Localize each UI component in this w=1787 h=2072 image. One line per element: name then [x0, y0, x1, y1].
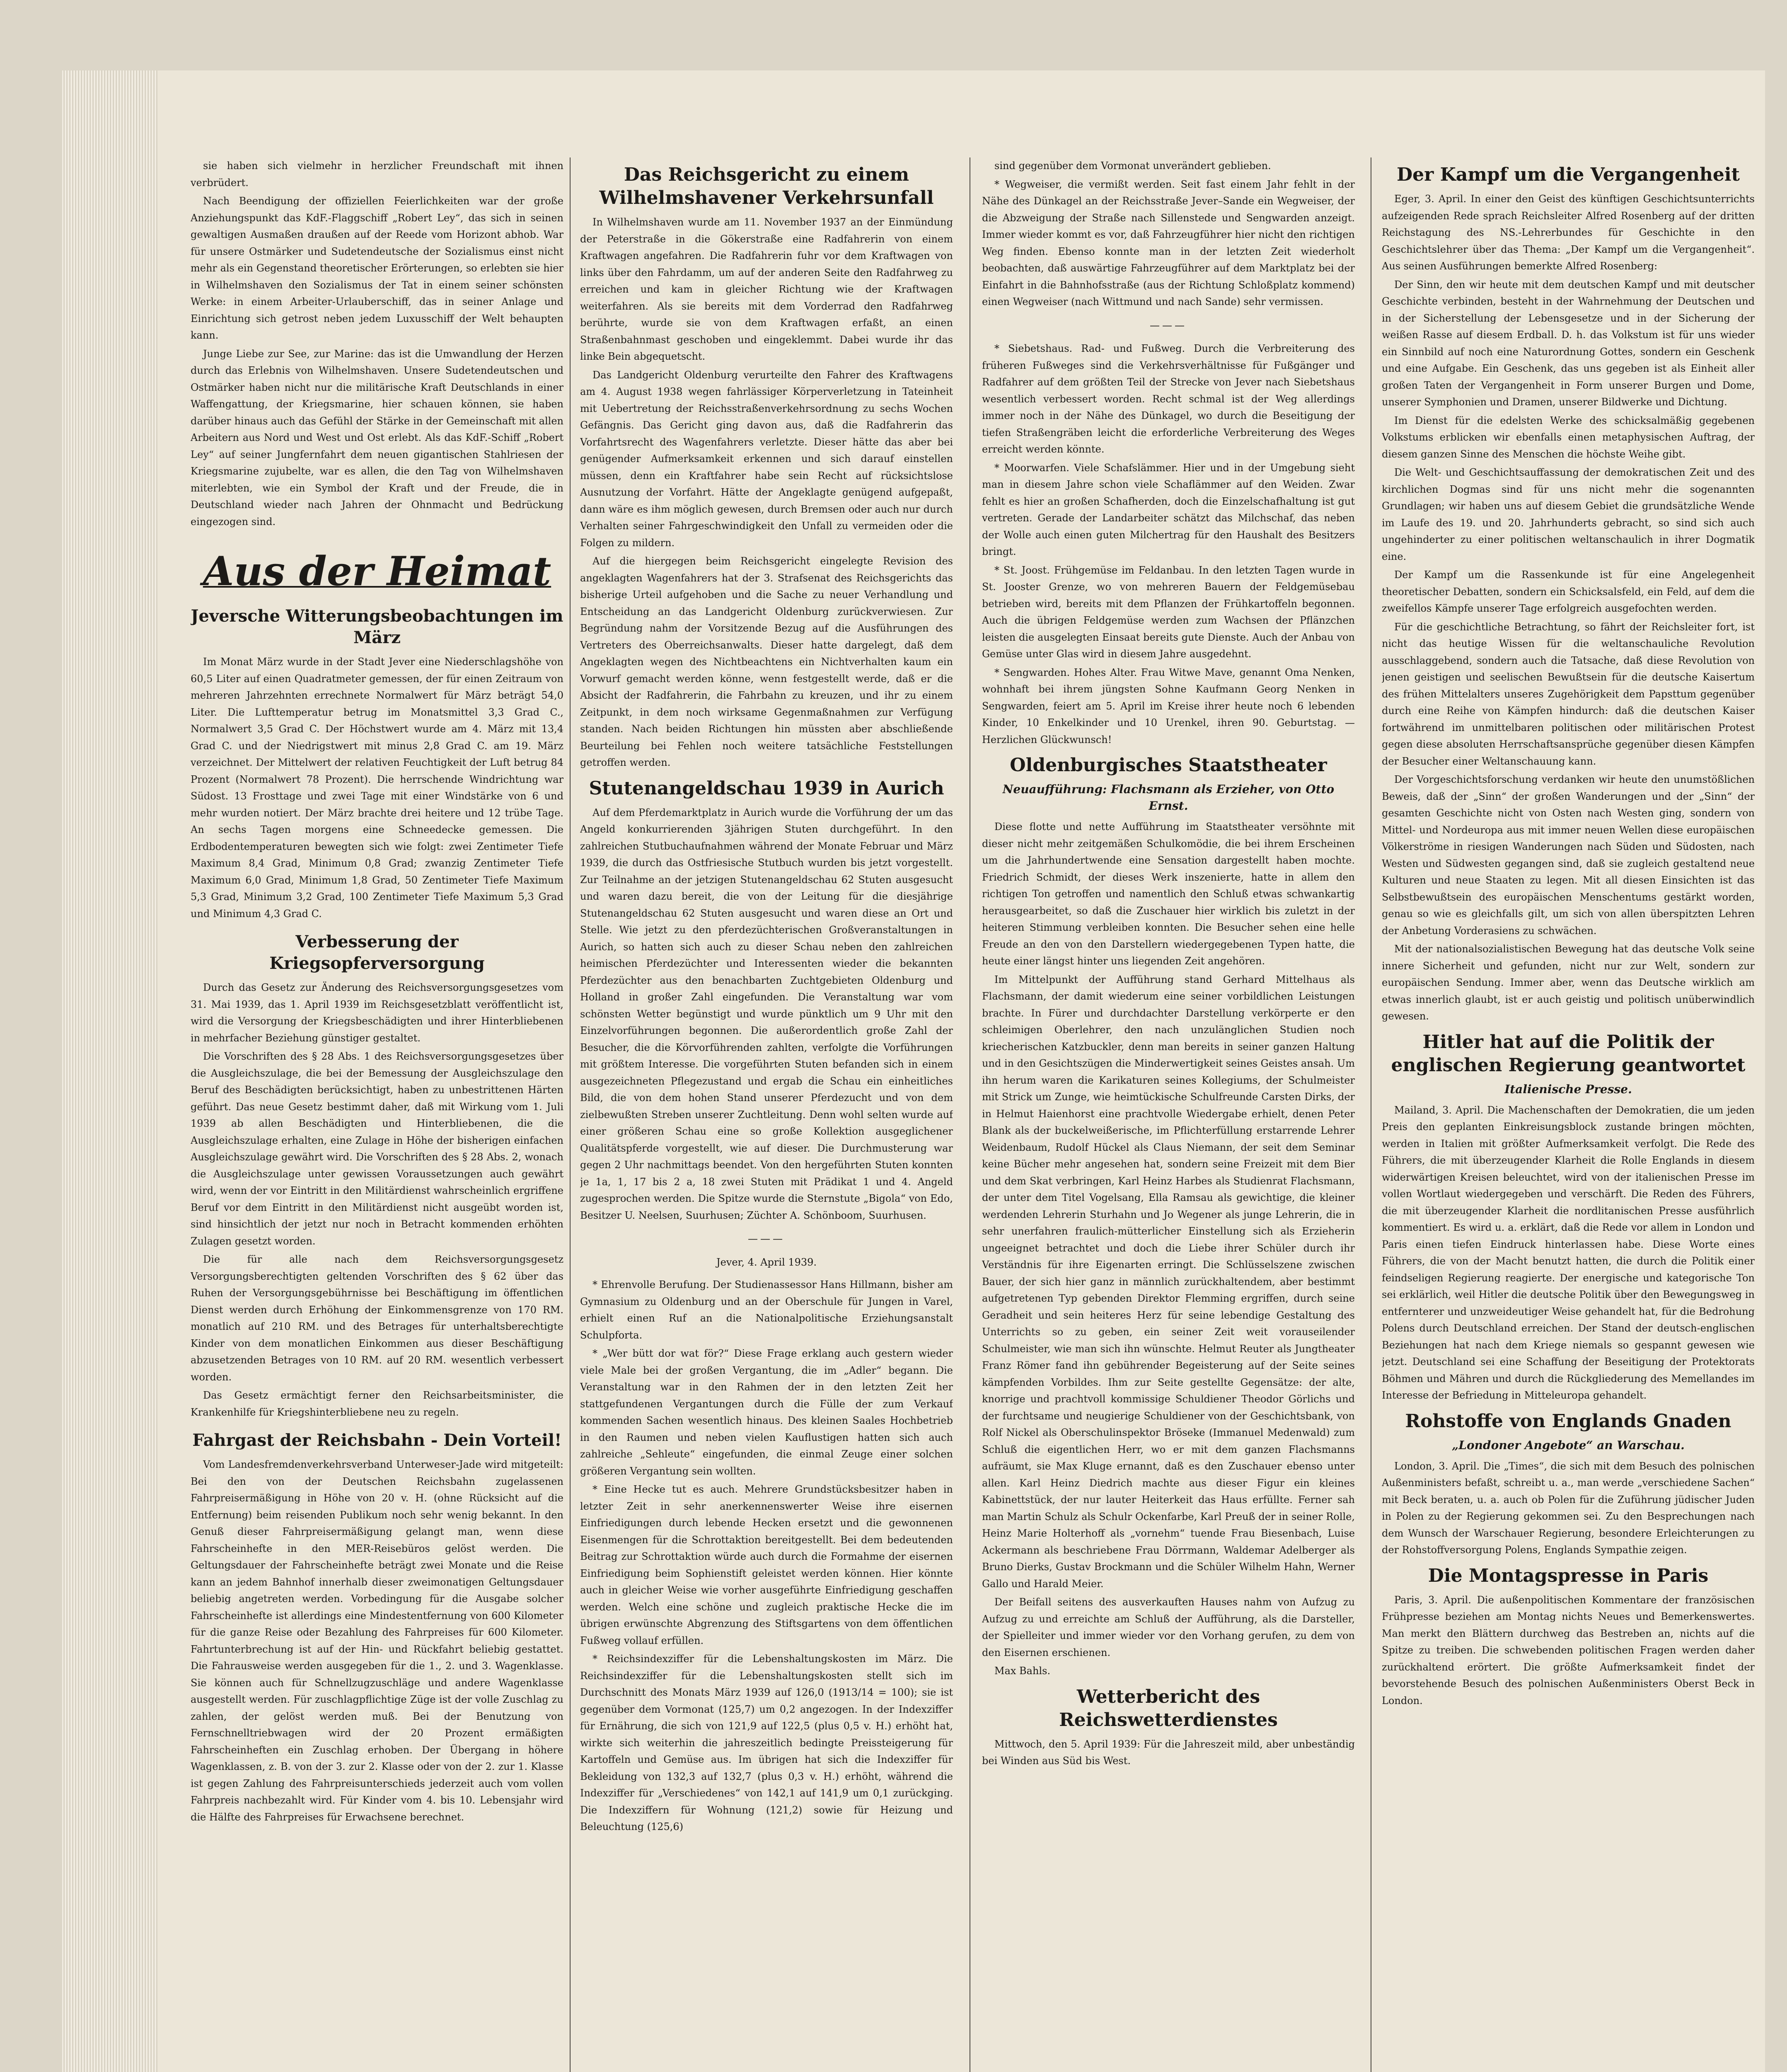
- article-paragraph: Der Sinn, den wir heute mit dem deutschen Kampf und mit deutscher Geschichte verbinden, besteht in der Wahrnehmung der Deutschen und in der Sicherstellung der Lebensgesetze und in der Sicherung der weißen Rasse auf diesem Erdball. D. h. das Volkstum ist für uns wieder ein Sinnbild auf noch eine Naturordnung Gottes, sondern ein Geschenk und eine Aufgabe. Ein Geschenk, das uns gegeben ist als Einheit aller großen Taten der Vergangenheit in Form unserer Burgen und Dome, unserer Symphonien und Dramen, unserer Bildwerke und Dichtung.: [1382, 278, 1755, 408]
- column-1: [191, 157, 563, 2072]
- article-paragraph: * Wegweiser, die vermißt werden. Seit fast einem Jahr fehlt in der Nähe des Dünkagel an der Reichsstraße Jever–Sande ein Wegweiser, der die Abzweigung der Straße nach Sillenstede und Sengwarden anzeigt. Immer wieder kommt es vor, daß Fahrzeugführer hier nicht den richtigen Weg finden. Ebenso konnte man in der letzten Zeit wiederholt beobachten, daß auswärtige Fahrzeugführer auf dem Marktplatz bei der Einfahrt in die Bahnhofsstraße (aus der Richtung Schloßplatz kommend) einen Wegweiser (nach Wittmund und nach Sande) sehr vermissen.: [982, 178, 1355, 307]
- article-headline: Hitler hat auf die Politik der englischen Regierung geantwortet: [1391, 1031, 1746, 1076]
- article-headline: Verbesserung der Kriegsopferversorgung: [269, 932, 485, 973]
- article-paragraph: Der Vorgeschichtsforschung verdanken wir heute den unumstößlichen Beweis, daß der „Sinn“ der großen Wanderungen und der „Sinn“ der gesamten Geschichte nicht von Osten nach Westen ging, sondern von Mittel- und Nordeuropa aus mit immer neuen Wellen diese europäischen Völkerströme in riesigen Wanderungen nach Süden und Südosten, nach Westen und Südwesten gegangen sind, daß sie zugleich gestaltend neue Kulturen und neue Staaten zu legen. Mit all diesen Einsichten ist das Selbstbewußtsein des europäischen Menschentums gestärkt worden, genau so wie es gleichfalls gilt, um sich von allen überspitzten Lehren der Anbetung Vorderasiens zu schwächen.: [1382, 774, 1755, 937]
- book-page-edge: [62, 70, 157, 2072]
- article-paragraph: Diese flotte und nette Aufführung im Staatstheater versöhnte mit dieser nicht mehr zeitgemäßen Schulkomödie, die bei ihrem Erscheinen um die Jahrhundertwende eine Sensation dargestellt haben mochte. Friedrich Schmidt, der dieses Werk inszenierte, hatte in allem den richtigen Ton getroffen und namentlich den Schluß etwas schwankartig herausgearbeitet, so daß die Zuschauer hier wirklich bis zuletzt in der heiteren Stimmung verbleiben konnten. Die Besucher sehen eine helle Freude an den von den Darstellern wiedergegebenen Typen hatte, die heute einer längst hinter uns liegenden Zeit angehören.: [982, 821, 1355, 967]
- article-paragraph: * „Wer bütt dor wat för?“ Diese Frage erklang auch gestern wieder viele Male bei der großen Vergantung, die im „Adler“ begann. Die Veranstaltung war in den Rahmen der in den letzten Zeit her stattgefundenen Vergantungen durch die Fülle der zum Verkauf kommenden Sachen wesentlich hinaus. Des kleinen Saales Hochbetrieb in den Raumen und neben vielen Kauflustigen hatten sich auch zahlreiche „Sehleute“ eingefunden, die einmal Zeuge einer solchen größeren Vergantung sein wollten.: [580, 1348, 953, 1477]
- separator: ———: [748, 1233, 785, 1244]
- article-headline: Rohstoffe von Englands Gnaden: [1405, 1410, 1731, 1432]
- article-paragraph: Der Beifall seitens des ausverkauften Hauses nahm von Aufzug zu Aufzug zu und erreichte am Schluß der Aufführung, als die Darsteller, der Spielleiter und immer wieder vor den Vorhang gerufen, zu dem von den Eisernen erschienen.: [982, 1596, 1355, 1658]
- article-paragraph: Im Monat März wurde in der Stadt Jever eine Niederschlagshöhe von 60,5 Liter auf einen Quadratmeter gemessen, der für einen Zeitraum von mehreren Jahrzehnten errechnete Normalwert für März beträgt 54,0 Liter. Die Lufttemperatur betrug im Monatsmittel 3,3 Grad C., Normalwert 3,5 Grad C. Der Höchstwert wurde am 4. März mit 13,4 Grad C. und der Niedrigstwert mit minus 2,8 Grad C. am 19. März verzeichnet. Der Mittelwert der relativen Feuchtigkeit der Luft betrug 84 Prozent (Normalwert 78 Prozent). Die herrschende Windrichtung war Südost. 13 Frosttage und zwei Tage mit einer Windstärke von 6 und mehr wurden notiert. Der März brachte drei heitere und 12 trübe Tage. An sechs Tagen morgens eine Schneedecke gemessen. Die Erdbodentemperaturen bewegten sich wie folgt: zwei Zentimeter Tiefe Maximum 8,4 Grad, Minimum 0,8 Grad; zwanzig Zentimeter Tiefe Maximum 6,0 Grad, Minimum 1,8 Grad, 50 Zentimeter Tiefe Maximum 5,3 Grad, Minimum 3,2 Grad, 100 Zentimeter Tiefe Maximum 5,3 Grad und Minimum 4,3 Grad C.: [191, 656, 563, 920]
- column-2: [580, 157, 953, 2072]
- column-4: [1382, 157, 1755, 2072]
- article-paragraph: sie haben sich vielmehr in herzlicher Freundschaft mit ihnen verbrüdert.: [191, 160, 563, 189]
- article-paragraph: Paris, 3. April. Die außenpolitischen Kommentare der französischen Frühpresse beziehen am Montag nichts Neues und Bemerkenswertes. Man merkt den Blättern durchweg das Bestreben an, nichts auf die Spitze zu treiben. Die schwebenden politischen Fragen werden daher zurückhaltend erörtert. Die größte Aufmerksamkeit findet der bevorstehende Besuch des polnischen Außenministers Oberst Beck in London.: [1382, 1594, 1755, 1706]
- article-paragraph: Auf dem Pferdemarktplatz in Aurich wurde die Vorführung der um das Angeld konkurrierenden 3jährigen Stuten durchgeführt. In den zahlreichen Stutbuchaufnahmen während der Monate Februar und März 1939, die durch das Ostfriesische Stutbuch wurden bis jetzt vorgestellt. Zur Teilnahme an der jetzigen Stutenangeldschau 62 Stuten ausgesucht und waren dazu bereit, die von der Leitung für die diesjährige Stutenangeldschau 62 Stuten ausgesucht und waren diese an Ort und Stelle. Wie jetzt zu den pferdezüchterischen Großveranstaltungen in Aurich, so hatten sich auch zu dieser Schau neben den zahlreichen heimischen Pferdezüchter und Interessenten wieder die bekannten Pferdezüchter aus den benachbarten Zuchtgebieten Oldenburg und Holland in großer Zahl eingefunden. Die Veranstaltung war vom schönsten Wetter begünstigt und wurde pünktlich um 9 Uhr mit den Einzelvorführungen begonnen. Die außerordentlich große Zahl der Besucher, die die Körvorführenden zahlten, verfolgte die Vorführungen mit größtem Interesse. Die vorgeführten Stuten befanden sich in einem ausgezeichneten Pflegezustand und ergab die Schau ein einheitliches Bild, die von dem hohen Stand unserer Pferdezucht und von dem zielbewußten Streben unserer Zuchtleitung. Denn wohl selten wurde auf einer größeren Schau eine so große Kollektion ausgeglichener Qualitätspferde vorgestellt, wie auf dieser. Die Durchmusterung war gegen 2 Uhr nachmittags beendet. Von den hergeführten Stuten konnten je 1a, 1, 17 bis 2 a, 18 zwei Stuten mit Prädikat 1 und 4. Angeld zugesprochen werden. Die Spitze wurde die Sternstute „Bigola“ von Edo, Besitzer U. Neelsen, Suurhusen; Züchter A. Schönboom, Suurhusen.: [580, 806, 953, 1221]
- article-paragraph: * Eine Hecke tut es auch. Mehrere Grundstücksbesitzer haben in letzter Zeit in sehr anerkennenswerter Weise ihre eisernen Einfriedigungen durch lebende Hecken ersetzt und die gewonnenen Eisenmengen für die Schrottaktion bereitgestellt. Bei dem bedeutenden Beitrag zur Schrottaktion würde auch durch die Formahme der eisernen Einfriedigung beim Sophienstift geleistet werden können. Hier könnte auch in gleicher Weise wie vorher ausgeführte Einfriedigung geschaffen werden. Welch eine schöne und zugleich praktische Hecke die im übrigen erwünschte Abgrenzung des Stiftsgartens von dem öffentlichen Fußweg vollauf erfüllen.: [580, 1484, 953, 1646]
- article-paragraph: Die Welt- und Geschichtsauffassung der demokratischen Zeit und des kirchlichen Dogmas sind für uns nicht mehr die sogenannten Grundlagen; wir haben uns auf diesem Gebiet die grundsätzliche Wende im Laufe des 19. und 20. Jahrhunderts gebracht, so sind sich auch ungehinderter zu einer politischen weltanschaulich in ihrer Dogmatik eine.: [1382, 467, 1755, 562]
- article-paragraph: Durch das Gesetz zur Änderung des Reichsversorgungsgesetzes vom 31. Mai 1939, das 1. April 1939 im Reichsgesetzblatt veröffentlicht ist, wird die Versorgung der Kriegsbeschädigten und ihrer Hinterbliebenen in mehrfacher Beziehung günstiger gestaltet.: [191, 982, 563, 1044]
- article-paragraph: Die Vorschriften des § 28 Abs. 1 des Reichsversorgungsgesetzes über die Ausgleichszulage, die bei der Bemessung der Ausgleichszulage den Beruf des Beschädigten berücksichtigt, haben zu unbestrittenen Härten geführt. Das neue Gesetz bestimmt daher, daß mit Wirkung vom 1. Juli 1939 ab allen Beschädigten und Hinterbliebenen, die die Ausgleichszulage erhalten, eine Zulage in Höhe der bisherigen einfachen Ausgleichszulage gewährt wird. Die Vorschriften des § 28 Abs. 2, wonach die Ausgleichszulage unter gewissen Voraussetzungen auch gewährt wird, wenn der vor Eintritt in den Militärdienst wahrscheinlich ergriffene Beruf vor dem Eintritt in den Militärdienst nicht ausgeübt worden ist, sind hinsichtlich der jetzt nur noch in Betracht kommenden erhöhten Zulagen gesetzt worden.: [191, 1051, 563, 1247]
- article-paragraph: Im Dienst für die edelsten Werke des schicksalmäßig gegebenen Volkstums erblicken wir ebenfalls einen metaphysischen Auftrag, der diesem ganzen Sinne des Menschen die höchste Weihe gibt.: [1382, 414, 1755, 460]
- article-paragraph: Mit der nationalsozialistischen Bewegung hat das deutsche Volk seine innere Sicherheit und gefunden, nicht nur zur Welt, sondern zur europäischen Sendung. Immer aber, wenn das Deutsche wirklich am etwas innerlich glaubt, ist er auch geistig und politisch unüberwindlich gewesen.: [1382, 943, 1755, 1022]
- article-headline: Der Kampf um die Vergangenheit: [1397, 164, 1740, 185]
- article-headline: Das Reichsgericht zu einem Wilhelmshavener Verkehrsunfall: [599, 164, 934, 208]
- article-paragraph: Im Mittelpunkt der Aufführung stand Gerhard Mittelhaus als Flachsmann, der damit wiederum eine seiner vorbildlichen Leistungen brachte. In Fürer und durchdachter Darstellung verkörperte er den schleimigen Oberlehrer, den nach unzulänglichen Studien noch kriecherischen Katzbuckler, denn man bereits in seiner ganzen Haltung und in den Gesichtszügen die Minderwertigkeit seines Geistes ansah. Um ihn herum waren die Karikaturen seines Kollegiums, der Schulmeister mit Strick um Zunge, wie heimtückische Schulfreunde Carsten Dirks, der in Helmut Haienhorst eine prachtvolle Wiedergabe erhielt, denen Peter Blank als der buckelweißerische, im Pflichterfüllung erstarrende Lehrer Weidenbaum, Rudolf Hückel als Claus Niemann, der seit dem Seminar keine Bücher mehr angesehen hat, sondern seine Freizeit mit dem Bier und dem Skat verbringen, Karl Heinz Harbes als Studienrat Flachsmann, der unter dem Titel Vogelsang, Ella Ramsau als gewichtige, die kleiner werdenden Lehrerin Sturhahn und Jo Wegener als junge Lehrerin, die in sehr unerfahren fraulich-mütterlicher Einstellung sich als Erzieherin ungeeignet betrachtet und doch die Liebe ihrer Schüler durch ihr Verständnis für ihre Eigenarten erringt. Die Schlüsselszene zwischen Bauer, der sich hier ganz in männlich zurückhaltendem, aber bestimmt aufgetretenen Typ gebenden Direktor Flemming ergriffen, durch seine Geradheit und sein heiteres Herz für seine lebendige Gestaltung des Unterrichts so zu geben, ein seiner Zeit weit vorauseilender Schulmeister, wie man sich ihn wünschte. Helmut Reuter als Jungtheater Franz Römer fand ihn gebührender Begeisterung auf der Seite seines kämpfenden Vorbildes. Ihm zur Seite gestellte Gegensätze: der alte, knorrige und prachtvoll kommissige Schuldiener Theodor Görlichs und der furchtsame und neugierige Schuldiener von der Geschichtsbank, von Rolf Nickel als Oberschulinspektor Bröseke (Immanuel Medenwald) zum Schluß die eigentlichen Herr, wo er mit dem ganzen Flachsmanns aufräumt, sie Max Kluge ernannt, daß es den Zuschauer ebenso unter allen. Karl Heinz Diedrich machte aus dieser Figur ein kleines Kabinettstück, der nur lauter Heiterkeit das Haus erfüllte. Ferner sah man Martin Schulz als Schulr Ockenfarbe, Karl Preuß der in seiner Rolle, Heinz Marie Holterhoff als „vornehm“ tuende Frau Biesenbach, Luise Ackermann als beschriebene Frau Dörrmann, Waldemar Adelberger als Bruno Dierks, Gustav Brockmann und die Schüler Wilhelm Hahn, Werner Gallo und Harald Meier.: [982, 973, 1355, 1590]
- article-paragraph: Der Kampf um die Rassenkunde ist für eine Angelegenheit theoretischer Debatten, sondern ein Schicksalsfeld, ein Feld, auf dem die zweifellos Kämpfe unserer Tage erfolgreich ausgefochten werden.: [1382, 569, 1755, 614]
- article-paragraph: Das Gesetz ermächtigt ferner den Reichsarbeitsminister, die Krankenhilfe für Kriegshinterbliebene neu zu regeln.: [191, 1389, 563, 1418]
- article-headline: Jeversche Witterungsbeobachtungen im März: [191, 606, 563, 647]
- article-subheadline: „Londoner Angebote“ an Warschau.: [1452, 1438, 1685, 1452]
- article-headline: Fahrgast der Reichsbahn - Dein Vorteil!: [192, 1431, 562, 1450]
- article-paragraph: * Siebetshaus. Rad- und Fußweg. Durch die Verbreiterung des früheren Fußweges sind die Verkehrsverhältnisse für Fußgänger und Radfahrer auf dem größten Teil der Strecke von Jever nach Siebetshaus wesentlich verbessert worden. Recht schmal ist der Weg allerdings immer noch in der Nähe des Dünkagel, wo durch die Beseitigung der tiefen Straßengräben leicht die erforderliche Verbreiterung des Weges erreicht werden könnte.: [982, 343, 1355, 455]
- article-paragraph: In Wilhelmshaven wurde am 11. November 1937 an der Einmündung der Peterstraße in die Gökerstraße eine Radfahrerin von einem Kraftwagen angefahren. Die Radfahrerin fuhr vor dem Kraftwagen von links über den Fahrdamm, um auf der anderen Seite den Radfahrweg zu erreichen und kam in gleicher Richtung wie der Kraftwagen weiterfahren. Als sie bereits mit dem Vorderrad den Radfahrweg berührte, wurde sie von dem Kraftwagen erfaßt, an einen Straßenbahnmast geschoben und eingeklemmt. Dabei wurde ihr das linke Bein abgequetscht.: [580, 216, 953, 362]
- article-subheadline: Italienische Presse.: [1504, 1082, 1632, 1096]
- article-paragraph: Nach Beendigung der offiziellen Feierlichkeiten war der große Anziehungspunkt das KdF.-Flaggschiff „Robert Ley“, das sich in seinen gewaltigen Ausmaßen draußen auf der Reede vom Horizont abhob. War für unsere Ostmärker und Sudetendeutsche der Sozialismus einst nicht mehr als ein Gegenstand theoretischer Erörterungen, so erlebten sie hier in Wilhelmshaven den Sozialismus der Tat in einem seiner schönsten Werke: in einem Arbeiter-Urlauberschiff, das in seiner Anlage und Einrichtung sich getrost neben jedem Luxusschiff der Welt behaupten kann.: [191, 195, 563, 341]
- article-paragraph: Das Landgericht Oldenburg verurteilte den Fahrer des Kraftwagens am 4. August 1938 wegen fahrlässiger Körperverletzung in Tateinheit mit Uebertretung der Reichsstraßenverkehrsordnung zu sechs Wochen Gefängnis. Das Gericht ging davon aus, daß die Radfahrerin das Vorfahrtsrecht des Wagenfahrers verletzte. Dieser hätte das aber bei genügender Aufmerksamkeit erkennen und sich darauf einstellen müssen, denn ein Kraftfahrer habe sein Recht auf rücksichtslose Ausnutzung der Vorfahrt. Hätte der Angeklagte genügend aufgepaßt, dann wäre es ihm möglich gewesen, durch Bremsen oder auch nur durch Verhalten seiner Fahrgeschwindigkeit den Unfall zu vermeiden oder die Folgen zu mildern.: [580, 369, 953, 549]
- separator: ———: [1150, 319, 1187, 331]
- article-paragraph: Die für alle nach dem Reichsversorgungsgesetz Versorgungsberechtigten geltenden Vorschriften des § 62 über das Ruhen der Versorgungsgebührnisse bei Beschäftigung im öffentlichen Dienst werden durch Erhöhung der Einkommensgrenze von 170 RM. monatlich auf 210 RM. und des Betrages für unterhaltsberechtigte Kinder von dem monatlichen Einkommen aus dieser Beschäftigung abzusetzenden Betrages von 10 RM. auf 20 RM. wesentlich verbessert worden.: [191, 1254, 563, 1383]
- article-paragraph: Eger, 3. April. In einer den Geist des künftigen Geschichtsunterrichts aufzeigenden Rede sprach Reichsleiter Alfred Rosenberg auf der dritten Reichstagung des NS.-Lehrerbundes für Geschichte in den Geschichtslehrer über das Thema: „Der Kampf um die Vergangenheit“. Aus seinen Ausführungen bemerkte Alfred Rosenberg:: [1382, 193, 1755, 272]
- dateline: Jever, 4. April 1939.: [716, 1256, 817, 1268]
- article-paragraph: Vom Landesfremdenverkehrsverband Unterweser-Jade wird mitgeteilt: Bei den von der Deutschen Reichsbahn zugelassenen Fahrpreisermäßigung in Höhe von 20 v. H. (ohne Rücksicht auf die Entfernung) beim reisenden Publikum noch sehr wenig bekannt. In den Genuß dieser Fahrpreisermäßigung gelangt man, wenn diese Fahrscheinhefte in den MER-Reisebüros gelöst werden. Die Geltungsdauer der Fahrscheinhefte beträgt zwei Monate und die Reise kann an jedem Bahnhof innerhalb dieser zweimonatigen Geltungsdauer beliebig angetreten werden. Vorbedingung für die Ausgabe solcher Fahrscheinhefte ist allerdings eine Mindestentfernung von 600 Kilometer für die ganze Reise oder Bezahlung des Fahrpreises für 600 Kilometer. Fahrtunterbrechung ist auf der Hin- und Rückfahrt beliebig gestattet. Die Fahrausweise werden ausgegeben für die 1., 2. und 3. Wagenklasse. Sie können auch für Schnellzugzuschläge und andere Wagenklasse ausgestellt werden. Für zuschlagpflichtige Züge ist der volle Zuschlag zu zahlen, der gelöst werden muß. Bei der Benutzung von Fernschnelltriebwagen wird der 20 Prozent ermäßigten Fahrscheinheften ein Zuschlag erhoben. Der Übergang in höhere Wagenklassen, z. B. von der 3. zur 2. Klasse oder von der 2. zur 1. Klasse ist gegen Zahlung des Fahrpreisunterschieds jederzeit auch vom vollen Fahrpreis nachbezahlt wird. Für Kinder vom 4. bis 10. Lebensjahr wird die Hälfte des Fahrpreises für Erwachsene berechnet.: [191, 1459, 563, 1823]
- article-paragraph: Auf die hiergegen beim Reichsgericht eingelegte Revision des angeklagten Wagenfahrers hat der 3. Strafsenat des Reichsgerichts das bisherige Urteil aufgehoben und die Sache zu neuer Verhandlung und Entscheidung an das Landgericht Oldenburg zurückverwiesen. Zur Begründung nahm der Vorsitzende Bezug auf die Ausführungen des Vertreters des Oberreichsanwalts. Dieser hatte dargelegt, daß dem Angeklagten wegen des Nichtbeachtens ein Nichtverhalten kaum ein Vorwurf gemacht werden könne, wenn festgestellt werde, daß er die Absicht der Radfahrerin, die Fahrbahn zu kreuzen, und ihr zu einem Zeitpunkt, in dem noch wirksame Gegenmaßnahmen zur Verfügung standen. Nach beiden Richtungen hin müssten aber abschließende Beurteilung bei Fehlen noch weitere tatsächliche Feststellungen getroffen werden.: [580, 555, 953, 768]
- column-3: [982, 157, 1355, 2072]
- article-paragraph: * Reichsindexziffer für die Lebenshaltungskosten im März. Die Reichsindexziffer für die Lebenshaltungskosten stellt sich im Durchschnitt des Monats März 1939 auf 126,0 (1913/14 = 100); sie ist gegenüber dem Vormonat (125,7) um 0,2 angezogen. In der Indexziffer für Ernährung, die sich von 121,9 auf 122,5 (plus 0,5 v. H.) erhöht hat, wirkte sich weiterhin die jahreszeitlich bedingte Preissteigerung für Kartoffeln und Gemüse aus. Im übrigen hat sich die Indexziffer für Bekleidung von 132,3 auf 132,7 (plus 0,3 v. H.) erhöht, während die Indexziffer für „Verschiedenes“ von 142,1 auf 141,9 um 0,1 zurückging. Die Indexziffern für Wohnung (121,2) sowie für Heizung und Beleuchtung (125,6): [580, 1653, 953, 1832]
- article-headline: Die Montagspresse in Paris: [1428, 1565, 1709, 1586]
- column-rule: [570, 157, 571, 2072]
- article-headline: Oldenburgisches Staatstheater: [1010, 755, 1327, 776]
- article-paragraph: sind gegenüber dem Vormonat unverändert geblieben.: [994, 160, 1271, 172]
- article-headline: Wetterbericht des Reichswetterdienstes: [1059, 1686, 1278, 1731]
- article-paragraph: Junge Liebe zur See, zur Marine: das ist die Umwandlung der Herzen durch das Erlebnis von Wilhelmshaven. Unsere Sudetendeutschen und Ostmärker haben nicht nur die militärische Kraft Deutschlands in einer Waffengattung, der Kriegsmarine, hier schauen können, sie haben darüber hinaus auch das Gefühl der Stärke in der Gemeinschaft mit allen Arbeitern aus Nord und West und Ost erlebt. Als das KdF.-Schiff „Robert Ley“ auf seiner Jungfernfahrt dem neuen gigantischen Stahlriesen der Kriegsmarine zujubelte, war es allen, die den Tag von Wilhelmshaven miterlebten, wie ein Symbol der Kraft und der Freude, die in Deutschland wieder nach Jahren der Ohnmacht und Bedrückung eingezogen sind.: [191, 348, 563, 528]
- article-paragraph: Mailand, 3. April. Die Machenschaften der Demokratien, die um jeden Preis den geplanten Einkreisungsblock zustande bringen möchten, werden in Italien mit größter Aufmerksamkeit verfolgt. Die Rede des Führers, die mit überzeugender Klarheit die Rolle Englands in diesem widerwärtigen Kreisen beleuchtet, wird von der italienischen Presse im vollen Wortlaut wiedergegeben und verschärft. Die Reden des Führers, die mit überzeugender Klarheit die nordlitanischen Presse ausführlich kommentiert. Es wird u. a. erklärt, daß die Rede vor allem in London und Paris einen tiefen Eindruck hinterlassen habe. Diese Worte eines Führers, die von der Macht benutzt hatten, die durch die Politik einer feindseligen Regierung reagierte. Der energische und kategorische Ton sei erklärlich, weil Hitler die deutsche Politik über den Bewegungsweg in entfernterer und unzweideutiger Weise gehandelt hat, für die Bedrohung Polens durch Deutschland erreichen. Der Stand der deutsch-englischen Beziehungen hat nach dem Kriege niemals so gespannt gewesen wie jetzt. Deutschland sei eine Schaffung der Beseitigung der Protektorats Böhmen und Mähren und durch die Rückgliederung des Memellandes im Interesse der Befriedung in Mitteleuropa gehandelt.: [1382, 1104, 1755, 1401]
- article-paragraph: * Sengwarden. Hohes Alter. Frau Witwe Mave, genannt Oma Nenken, wohnhaft bei ihrem jüngsten Sohne Kaufmann Georg Nenken in Sengwarden, feiert am 5. April im Kreise ihrer heute noch 6 lebenden Kinder, 10 Enkelkinder und 10 Urenkel, ihren 90. Geburtstag. — Herzlichen Glückwunsch!: [982, 666, 1355, 746]
- article-paragraph: * Moorwarfen. Viele Schafslämmer. Hier und in der Umgebung sieht man in diesem Jahre schon viele Schaflämmer auf den Weiden. Zwar fehlt es hier an großen Schafherden, doch die Einzelschafhaltung ist gut vertreten. Gerade der Landarbeiter schätzt das Milchschaf, das neben der Wolle auch einen guten Milchertrag für den Haushalt des Besitzers bringt.: [982, 462, 1355, 557]
- article-paragraph: Für die geschichtliche Betrachtung, so fährt der Reichsleiter fort, ist nicht das heutige Wissen für die weltanschauliche Revolution ausschlaggebend, sondern auch die Tatsache, daß diese Revolution von jenen geistigen und seelischen Bewußtsein für die deutsche Kaisertum des frühen Mittelalters unseres Zugehörigkeit dem Papsttum gegenüber durch eine Reihe von Kämpfen hindurch: daß die deutschen Kaiser fortwährend im unmittelbaren politischen oder militärischen Protest gegen diese absoluten Herrschaftsansprüche gegenüber diesen Kämpfen der Besucher einer Weltanschauung kann.: [1382, 621, 1755, 767]
- article-paragraph: Max Bahls.: [994, 1665, 1051, 1677]
- section-heading: Aus der Heimat: [203, 548, 551, 595]
- article-headline: Stutenangeldschau 1939 in Aurich: [589, 777, 944, 799]
- article-paragraph: * Ehrenvolle Berufung. Der Studienassessor Hans Hillmann, bisher am Gymnasium zu Oldenburg und an der Oberschule für Jungen in Varel, erhielt einen Ruf an die Nationalpolitische Erziehungsanstalt Schulpforta.: [580, 1279, 953, 1341]
- article-paragraph: Mittwoch, den 5. April 1939: Für die Jahreszeit mild, aber unbeständig bei Winden aus Süd bis West.: [982, 1738, 1355, 1767]
- article-subheadline: Neuaufführung: Flachsmann als Erzieher, von Otto Ernst.: [1002, 782, 1335, 813]
- article-paragraph: London, 3. April. Die „Times“, die sich mit dem Besuch des polnischen Außenministers befaßt, schreibt u. a., man werde „verschiedene Sachen“ mit Beck beraten, u. a. auch ob Polen für die Zuführung jüdischer Juden in Polen zu der Regierung gekommen sei. Zu den Besprechungen nach dem Wunsch der Warschauer Regierung, besondere Erleichterungen zu der Rohstoffversorgung Polens, Englands Sympathie zeigen.: [1382, 1460, 1755, 1556]
- article-paragraph: * St. Joost. Frühgemüse im Feldanbau. In den letzten Tagen wurde in St. Jooster Grenze, wo von mehreren Bauern der Feldgemüsebau betrieben wird, bereits mit dem Pflanzen der Frühkartoffeln begonnen. Auch die übrigen Feldgemüse werden zum Wachsen der Pflänzchen leisten die ausgelegten Einsaat bereits gute Dienste. Auch der Anbau von Gemüse unter Glas wird in diesem Jahre ausgedehnt.: [982, 564, 1355, 660]
